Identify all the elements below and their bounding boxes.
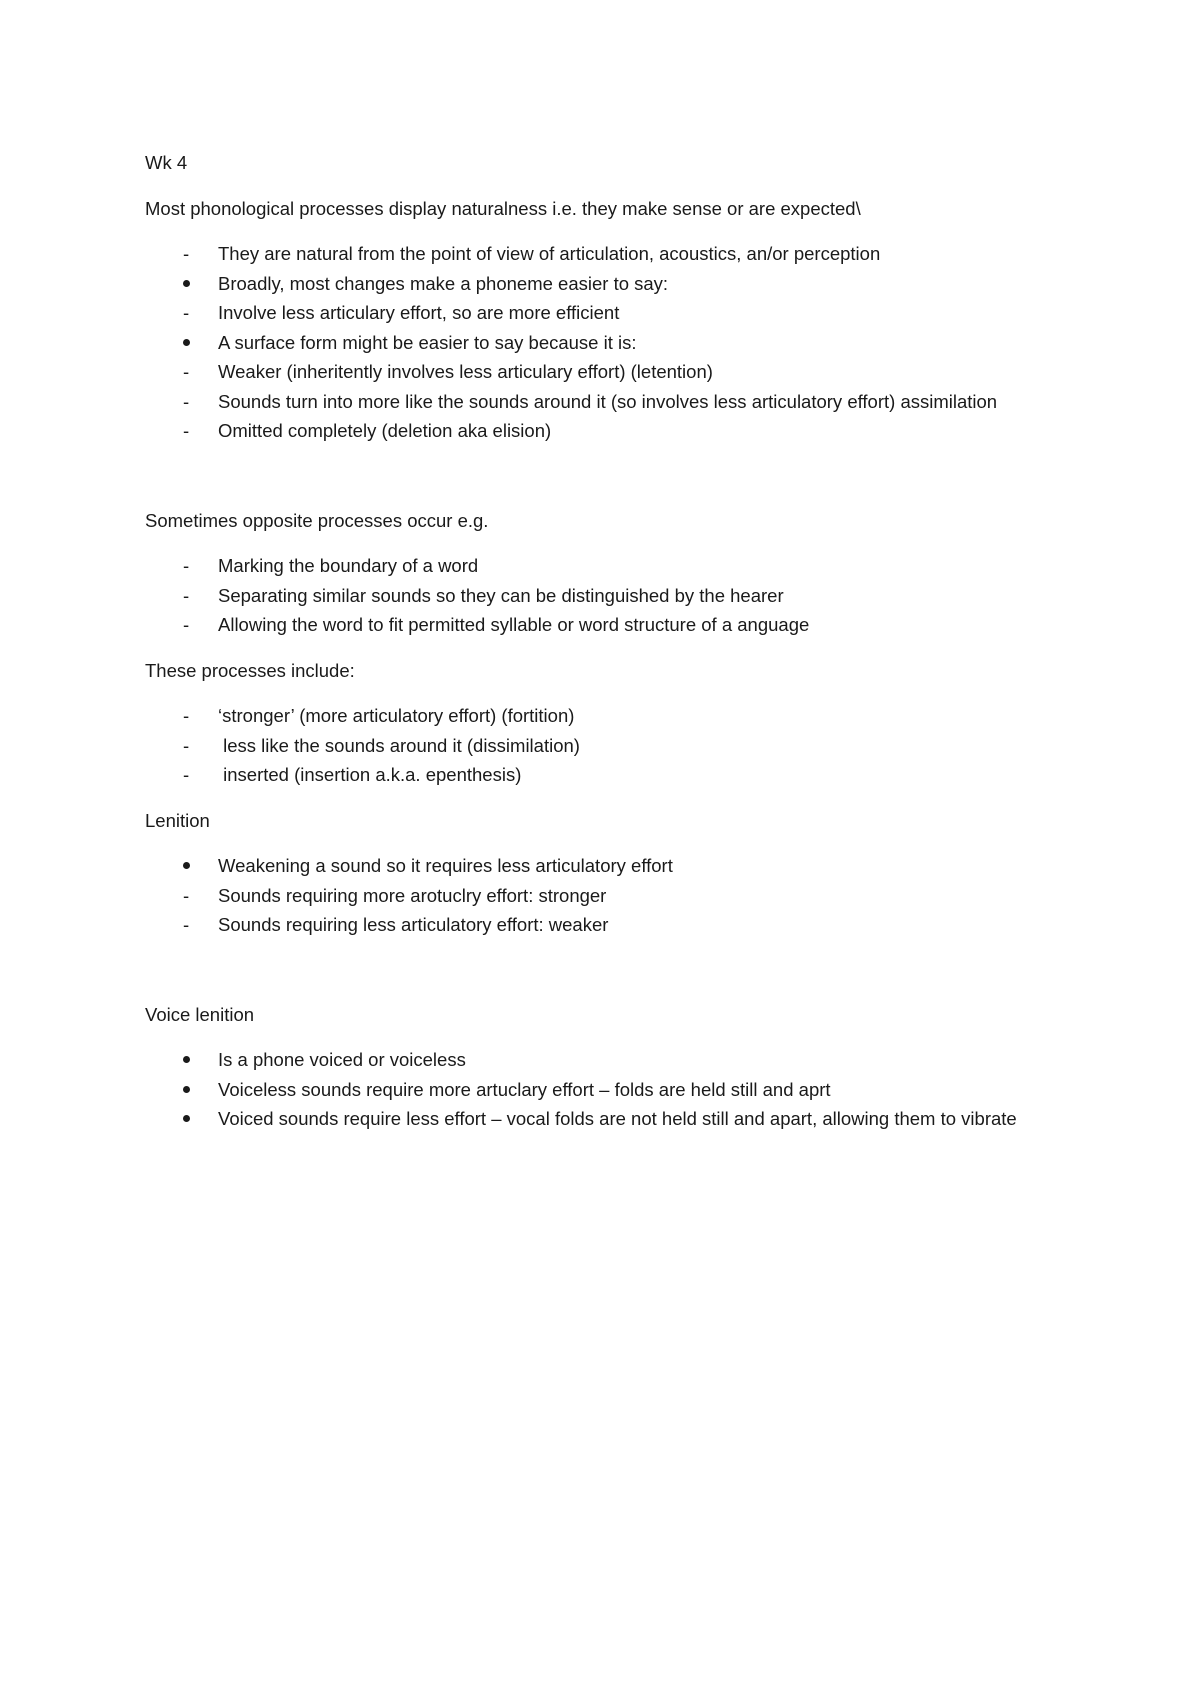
list-item (145, 1075, 1065, 1105)
list-item-text: Omitted completely (deletion aka elision) (218, 420, 552, 441)
list-item (145, 760, 1065, 790)
list-item (145, 910, 1065, 940)
list-item-text: Involve less articulary effort, so are more efficient (218, 302, 620, 323)
list-item (145, 881, 1065, 911)
list-item-text: inserted (insertion a.k.a. epenthesis) (218, 764, 522, 785)
list-item-text: A surface form might be easier to say because it is: (218, 331, 637, 353)
list-item-text: Weakening a sound so it requires less articulatory effort (218, 855, 673, 876)
list-item-text: Separating similar sounds so they can be distinguished by the hearer (218, 584, 784, 606)
list-item (145, 328, 1065, 358)
list-item-text: Sounds requiring more arotuclry effort: stronger (218, 884, 607, 906)
voice-lenition-list (145, 1045, 1065, 1134)
list-item (145, 731, 1065, 761)
list-item (145, 387, 1065, 417)
list-item-text: Voiceless sounds require more artuclary effort – folds are held still and aprt (218, 1078, 831, 1100)
list-item-text: Sounds turn into more like the sounds around it (so involves less articulatory effort) assimilation (218, 390, 998, 412)
intro-paragraph: Most phonological processes display naturalness i.e. they make sense or are expected\ (145, 197, 861, 219)
document-heading: Wk 4 (145, 152, 188, 173)
list-item (145, 239, 1065, 269)
list-item (145, 416, 1065, 446)
list-item-text: Allowing the word to fit permitted syllable or word structure of a anguage (218, 614, 810, 635)
voice-lenition-heading: Voice lenition (145, 1003, 255, 1025)
processes-include-paragraph: These processes include: (145, 659, 355, 681)
document-body (145, 148, 1065, 1150)
list-item-text: Sounds requiring less articulatory effort: weaker (218, 914, 609, 935)
list-item (145, 610, 1065, 640)
opposite-processes-paragraph: Sometimes opposite processes occur e.g. (145, 509, 489, 531)
list-item (145, 1104, 1065, 1134)
list-item-text: Is a phone voiced or voiceless (218, 1049, 466, 1070)
list-item (145, 269, 1065, 299)
list-item (145, 357, 1065, 387)
list-item-text: Broadly, most changes make a phoneme easier to say: (218, 272, 669, 294)
list-item (145, 581, 1065, 611)
list-item (145, 1045, 1065, 1075)
list-item (145, 298, 1065, 328)
lenition-heading: Lenition (145, 809, 210, 831)
lenition-list (145, 851, 1065, 940)
list-item-text: Weaker (inheritently involves less articulary effort) (letention) (218, 361, 713, 382)
naturalness-list (145, 239, 1065, 446)
list-item-text: They are natural from the point of view of articulation, acoustics, an/or perception (218, 243, 881, 264)
opposite-processes-list (145, 551, 1065, 640)
list-item-text: Voiced sounds require less effort – vocal folds are not held still and apart, allowing them to vibrate (218, 1108, 1017, 1129)
list-item (145, 701, 1065, 731)
list-item (145, 551, 1065, 581)
list-item-text: Marking the boundary of a word (218, 555, 479, 576)
list-item-text: ‘stronger’ (more articulatory effort) (fortition) (218, 705, 575, 726)
list-item (145, 851, 1065, 881)
processes-include-list (145, 701, 1065, 790)
list-item-text: less like the sounds around it (dissimilation) (218, 734, 580, 756)
